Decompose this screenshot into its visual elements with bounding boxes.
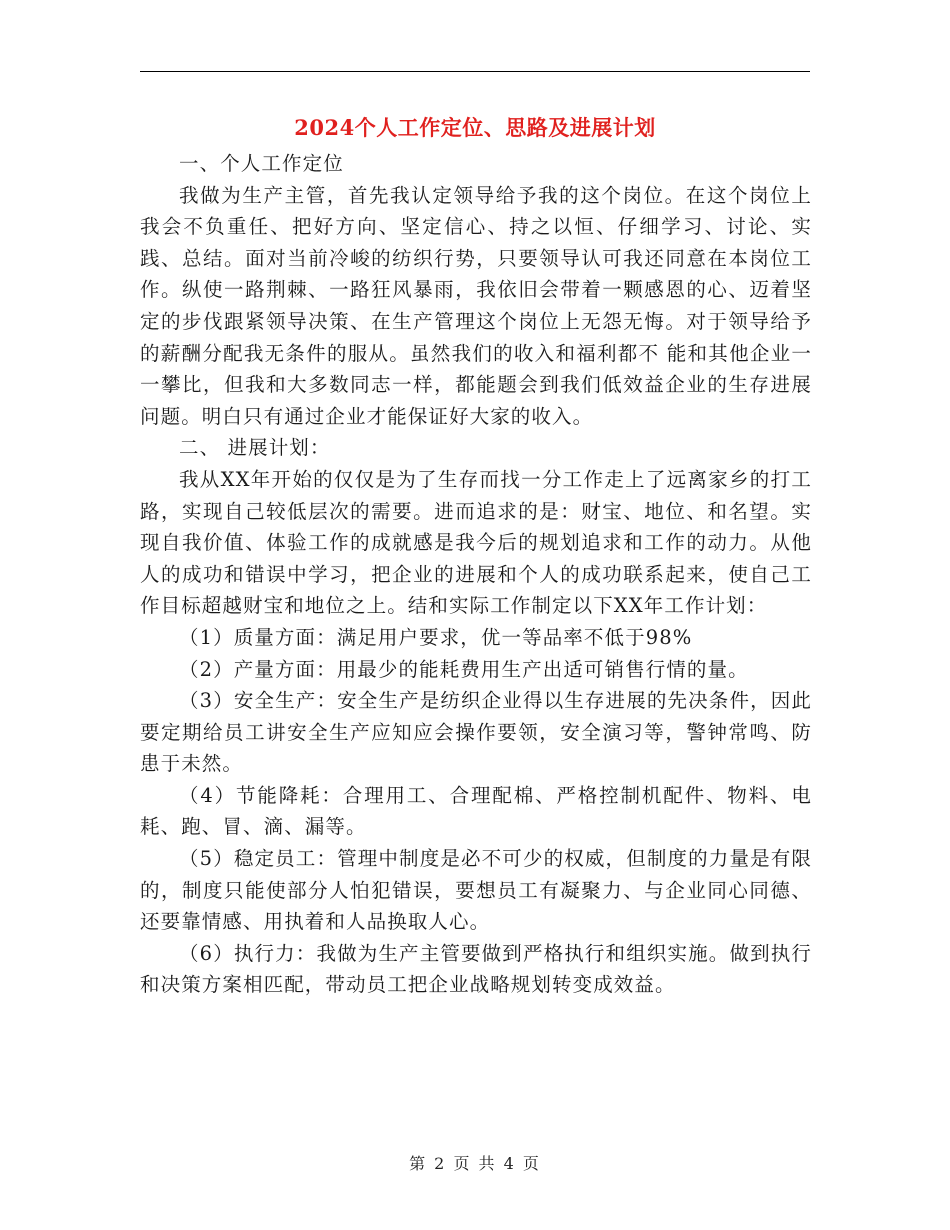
document-title: 2024个人工作定位、思路及进展计划 — [294, 115, 656, 140]
paragraph-plan-intro: 我从XX年开始的仅仅是为了生存而找一分工作走上了远离家乡的打工路，实现自己较低层次的需要。进而追求的是：财宝、地位、和名望。实现自我价值、体验工作的成就感是我今后的规划追求和工作的动力。从他人的成功和错误中学习，把企业的进展和个人的成功联系起来，使自己工作目标超越财宝和地位之上。结和实际工作制定以下XX年工作计划： — [140, 467, 812, 618]
header-rule — [140, 71, 810, 72]
plan-item-output: （2）产量方面：用最少的能耗费用生产出适可销售行情的量。 — [179, 657, 749, 681]
plan-item-staff: （5）稳定员工：管理中制度是必不可少的权威，但制度的力量是有限的，制度只能使部分人怕犯错误，要想员工有凝聚力、与企业同心同德、还要靠情感、用执着和人品换取人心。 — [140, 847, 812, 934]
page-number: 第 2 页 共 4 页 — [409, 1154, 541, 1173]
plan-item-energy: （4）节能降耗：合理用工、合理配棉、严格控制机配件、物料、电耗、跑、冒、滴、漏等。 — [140, 783, 812, 839]
plan-item-safety: （3）安全生产：安全生产是纺织企业得以生存进展的先决条件，因此要定期给员工讲安全生产应知应会操作要领，安全演习等，警钟常鸣、防患于未然。 — [140, 689, 812, 776]
plan-item-quality: （1）质量方面：满足用户要求，优一等品率不低于98% — [179, 625, 693, 649]
section-heading-plan: 二、 进展计划： — [179, 436, 331, 460]
document-body — [140, 148, 812, 1001]
paragraph-positioning: 我做为生产主管，首先我认定领导给予我的这个岗位。在这个岗位上我会不负重任、把好方向、坚定信心、持之以恒、仔细学习、讨论、实践、总结。面对当前冷峻的纺织行势，只要领导认可我还同意在本岗位工作。纵使一路荆棘、一路狂风暴雨，我依旧会带着一颗感恩的心、迈着坚定的步伐跟紧领导决策、在生产管理这个岗位上无怨无悔。对于领导给予的薪酬分配我无条件的服从。虽然我们的收入和福利都不 能和其他企业一一攀比，但我和大多数同志一样，都能题会到我们低效益企业的生存进展问题。明白只有通过企业才能保证好大家的收入。 — [140, 183, 812, 428]
section-heading-positioning: 一、个人工作定位 — [179, 152, 344, 175]
plan-item-execution: （6）执行力：我做为生产主管要做到严格执行和组织实施。做到执行和决策方案相匹配，带动员工把企业战略规划转变成效益。 — [140, 941, 812, 997]
